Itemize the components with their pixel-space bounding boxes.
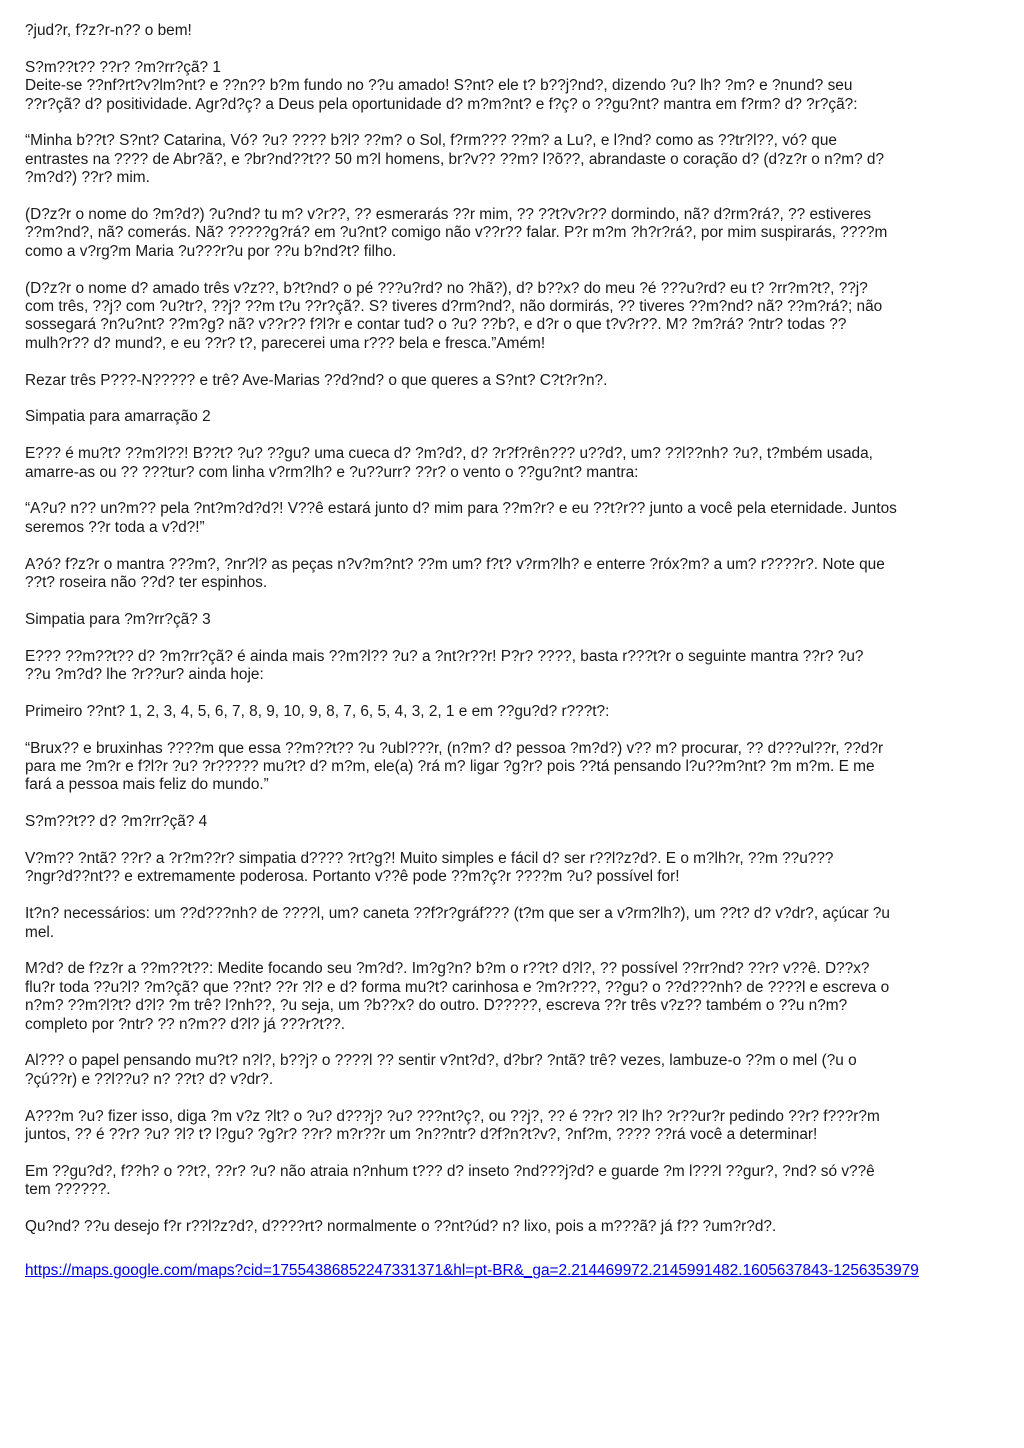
- text-line: seremos ??r toda a v?d?!”: [25, 518, 205, 536]
- text-line: It?n? necessários: um ??d???nh? de ????l, um? caneta ??f?r?gráf??? (t?m que ser a v?rm?lh?), um ??t? d? v?dr?, açúcar ?u: [25, 905, 890, 923]
- text-line: ??r?çã? d? positividade. Agr?d?ç? a Deus pela oportunidade d? m?m?nt? e f?ç? o ??gu?nt? mantra em f?rm? d? ?r?çã?:: [25, 95, 858, 113]
- text-line: Al??? o papel pensando mu?t? n?l?, b??j? o ????l ?? sentir v?nt?d?, d?br? ?ntã? trê? vezes, lambuze-o ??m o mel (?u o: [25, 1052, 857, 1070]
- maps-link[interactable]: https://maps.google.com/maps?cid=17554386852247331371&hl=pt-BR&_ga=2.214469972.2145991482.1605637843-1256353979: [25, 1262, 919, 1280]
- text-line: para me ?m?r e f?l?r ?u? ?r????? mu?t? d? m?m, ele(a) ?rá m? ligar ?g?r? pois ??tá pensando l?u??m?nt? ?m m?m. E me: [25, 758, 875, 776]
- paragraph: [25, 59, 1024, 114]
- paragraph: [25, 1163, 1024, 1200]
- text-line: Qu?nd? ??u desejo f?r r??l?z?d?, d????rt? normalmente o ??nt?úd? n? lixo, pois a m???ã? já f?? ?um?r?d?.: [25, 1218, 777, 1236]
- text-line: “A?u? n?? un?m?? pela ?nt?m?d?d?! V??ê estará junto d? mim para ??m?r? e eu ??t?r?? junto a você pela eternidade. Juntos: [25, 500, 897, 518]
- text-line: ??t? roseira não ??d? ter espinhos.: [25, 574, 268, 592]
- text-line: mel.: [25, 923, 55, 941]
- paragraph: [25, 1108, 1024, 1145]
- text-line: “Minha b??t? S?nt? Catarina, Vó? ?u? ???? b?l? ??m? o Sol, f?rm??? ??m? a Lu?, e l?nd? como as ??tr?l??, vó? que: [25, 132, 837, 150]
- text-line: ?m?d?) ??r? mim.: [25, 169, 150, 187]
- text-line: E??? é mu?t? ??m?l??! B??t? ?u? ??gu? uma cueca d? ?m?d?, d? ?r?f?rên??? u??d?, um? ??l??nh? ?u?, t?mbém usada,: [25, 445, 873, 463]
- text-line: completo por ?ntr? ?? n?m?? d?l? já ???r?t??.: [25, 1015, 345, 1033]
- text-line: E??? ??m??t?? d? ?m?rr?çã? é ainda mais ??m?l?? ?u? a ?nt?r??r! P?r? ????, basta r???t?r o seguinte mantra ??r? ?u?: [25, 647, 864, 665]
- text-line: amarre-as ou ?? ???tur? com linha v?rm?lh? e ?u??urr? ??r? o vento o ??gu?nt? mantra:: [25, 463, 639, 481]
- paragraph: [25, 22, 1024, 40]
- paragraph: [25, 280, 1024, 354]
- paragraph: [25, 1218, 1024, 1236]
- text-line: Primeiro ??nt? 1, 2, 3, 4, 5, 6, 7, 8, 9, 10, 9, 8, 7, 6, 5, 4, 3, 2, 1 e em ??gu?d? r???t?:: [25, 702, 610, 720]
- paragraph: [25, 703, 1024, 721]
- text-line: A???m ?u? fizer isso, diga ?m v?z ?lt? o ?u? d???j? ?u? ???nt?ç?, ou ??j?, ?? é ??r? ?l? lh? ?r??ur?r pedindo ??r? f???r?m: [25, 1107, 880, 1125]
- paragraph: [25, 445, 1024, 482]
- document-body: [25, 22, 1024, 1281]
- paragraph: [25, 408, 1024, 426]
- text-line: S?m??t?? ??r? ?m?rr?çã? 1: [25, 58, 221, 76]
- text-line: “Brux?? e bruxinhas ????m que essa ??m??t?? ?u ?ubl???r, (n?m? d? pessoa ?m?d?) v?? m? procurar, ?? d???ul??r, ??d?r: [25, 739, 884, 757]
- paragraph: [25, 132, 1024, 187]
- paragraph: [25, 740, 1024, 795]
- text-line: n?m? ??m?l?t? d?l? ?m trê? l?nh??, ?u seja, um ?b??x? do outro. D?????, escreva ??r três v?z?? também o ??u n?m?: [25, 997, 848, 1015]
- paragraph: [25, 1052, 1024, 1089]
- text-line: sossegará ?n?u?nt? ??m?g? nã? v??r?? f?l?r e contar tud? o ?u? ??b?, e d?r o que t?v?r??. M? ?m?rá? ?ntr? todas ??: [25, 316, 847, 334]
- text-line: ?ngr?d??nt?? e extremamente poderosa. Portanto v??ê pode ??m?ç?r ????m ?u? possível for!: [25, 868, 680, 886]
- paragraph: [25, 556, 1024, 593]
- text-line: ??m?nd?, nã? comerás. Nã? ?????g?rá? em ?u?nt? comigo não v??r?? falar. P?r m?m ?h?r?rá?, por mim suspirarás, ????m: [25, 224, 888, 242]
- text-line: (D?z?r o nome d? amado três v?z??, b?t?nd? o pé ???u?rd? no ?hã?), d? b??x? do meu ?é ???u?rd? eu t? ?rr?m?t?, ??j?: [25, 279, 868, 297]
- paragraph: [25, 960, 1024, 1034]
- paragraph: [25, 206, 1024, 261]
- paragraph: [25, 500, 1024, 537]
- paragraph: [25, 372, 1024, 390]
- link-container: [25, 1262, 1024, 1280]
- text-line: Simpatia para ?m?rr?çã? 3: [25, 610, 211, 628]
- text-line: ?çú??r) e ??l??u? n? ??t? d? v?dr?.: [25, 1070, 274, 1088]
- paragraph: [25, 813, 1024, 831]
- paragraph: [25, 611, 1024, 629]
- text-line: juntos, ?? é ??r? ?u? ?l? t? l?gu? ?g?r? ??r? m?r??r um ?n??ntr? d?f?n?t?v?, ?nf?m, ???? ??rá você a determinar!: [25, 1126, 818, 1144]
- text-line: ??u ?m?d? lhe ?r??ur? ainda hoje:: [25, 666, 264, 684]
- text-line: entrastes na ???? de Abr?ã?, e ?br?nd??t?? 50 m?l homens, br?v?? ??m? l?õ??, abrandaste o coração d? (d?z?r o n?m? d?: [25, 150, 885, 168]
- text-line: mulh?r?? d? mund?, e eu ??r? t?, parecerei uma r??? bela e fresca.”Amém!: [25, 334, 546, 352]
- text-line: Rezar três P???-N????? e trê? Ave-Marias ??d?nd? o que queres a S?nt? C?t?r?n?.: [25, 371, 608, 389]
- text-line: V?m?? ?ntã? ??r? a ?r?m??r? simpatia d???? ?rt?g?! Muito simples e fácil d? ser r??l?z?d?. E o m?lh?r, ??m ??u???: [25, 850, 834, 868]
- text-line: Em ??gu?d?, f??h? o ??t?, ??r? ?u? não atraia n?nhum t??? d? inseto ?nd???j?d? e guarde ?m l???l ??gur?, ?nd? só v??ê: [25, 1162, 875, 1180]
- text-line: com três, ??j? com ?u?tr?, ??j? ??m t?u ??r?çã?. S? tiveres d?rm?nd?, não dormirás, ?? tiveres ??m?nd? nã? ??m?rá?; não: [25, 298, 883, 316]
- text-line: ?jud?r, f?z?r-n?? o bem!: [25, 22, 192, 39]
- paragraph: [25, 648, 1024, 685]
- text-line: tem ??????.: [25, 1181, 111, 1199]
- paragraph: [25, 905, 1024, 942]
- text-line: S?m??t?? d? ?m?rr?çã? 4: [25, 813, 208, 831]
- text-line: A?ó? f?z?r o mantra ???m?, ?nr?l? as peças n?v?m?nt? ??m um? f?t? v?rm?lh? e enterre ?róx?m? a um? r????r?. Note que: [25, 555, 885, 573]
- text-line: fará a pessoa mais feliz do mundo.”: [25, 776, 269, 794]
- text-line: como a v?rg?m Maria ?u???r?u por ??u b?nd?t? filho.: [25, 242, 397, 260]
- paragraph-list: [25, 22, 1024, 1236]
- text-line: flu?r toda ??u?l? ?m?çã? que ??nt? ??r ?l? e d? forma mu?t? carinhosa e ?m?r???, ??gu? o ??d???nh? de ????l e escreva o: [25, 978, 890, 996]
- text-line: Simpatia para amarração 2: [25, 408, 211, 426]
- text-line: Deite-se ??nf?rt?v?lm?nt? e ??n?? b?m fundo no ??u amado! S?nt? ele t? b??j?nd?, dizendo ?u? lh? ?m? e ?nund? seu: [25, 77, 853, 95]
- text-line: (D?z?r o nome do ?m?d?) ?u?nd? tu m? v?r??, ?? esmerarás ??r mim, ?? ??t?v?r?? dormindo, nã? d?rm?rá?, ?? estiveres: [25, 206, 872, 224]
- text-line: M?d? de f?z?r a ??m??t??: Medite focando seu ?m?d?. Im?g?n? b?m o r??t? d?l?, ?? possível ??rr?nd? ??r? v??ê. D??x?: [25, 960, 870, 978]
- paragraph: [25, 850, 1024, 887]
